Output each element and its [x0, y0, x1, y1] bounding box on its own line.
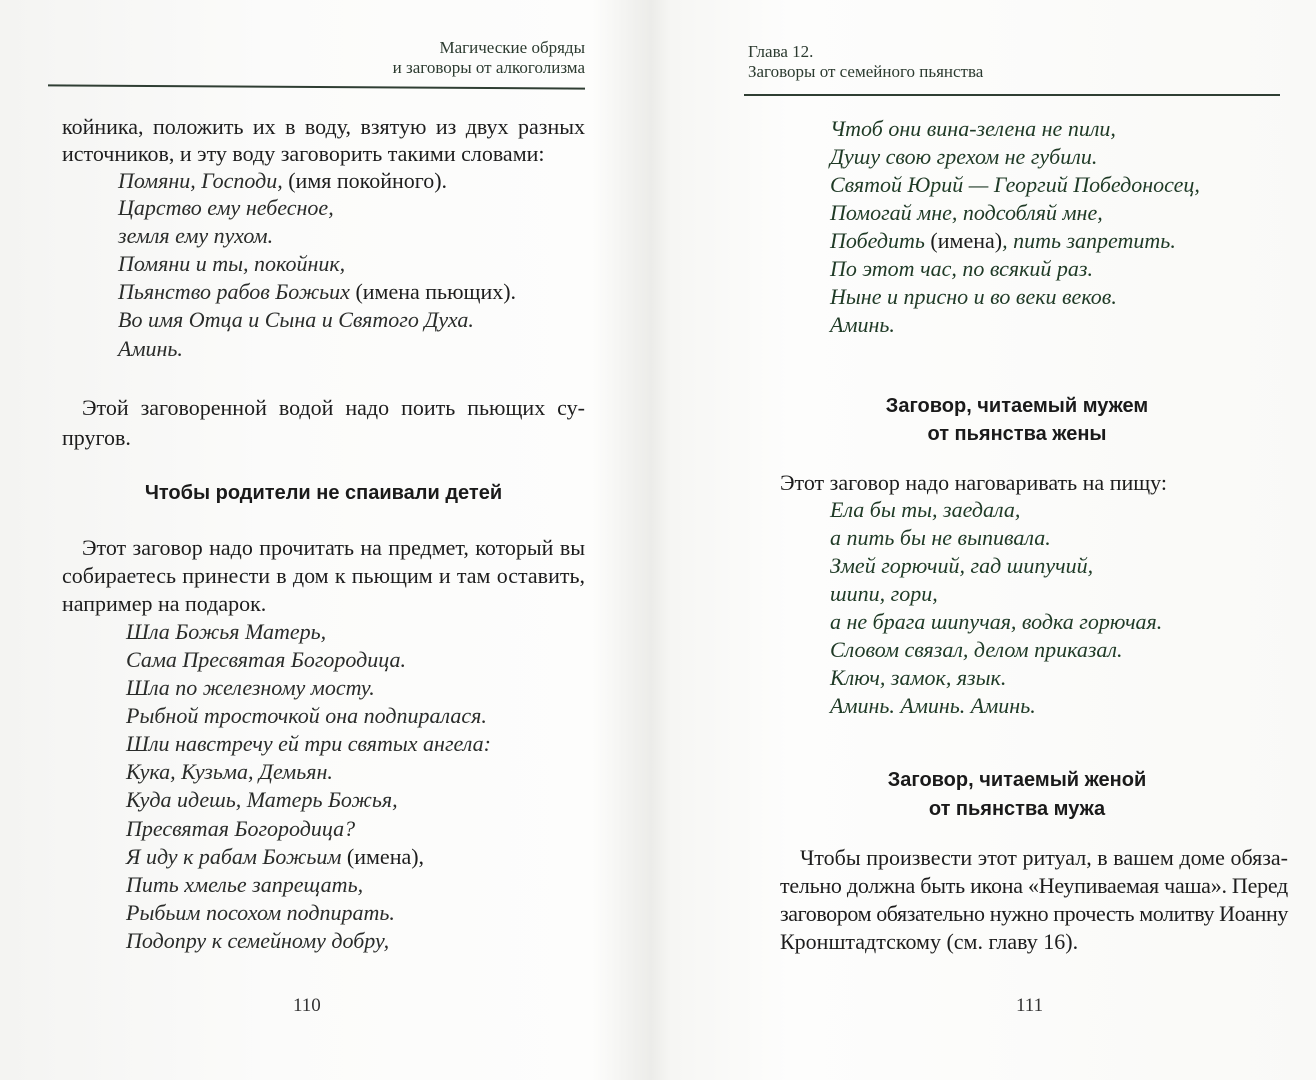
italic-text: Аминь. [830, 312, 895, 337]
paragraph-line [62, 114, 585, 140]
verse-line [830, 553, 1093, 579]
verse-line [830, 665, 1006, 691]
verse-line [126, 619, 326, 645]
text: Чтобы произвести этот ритуал, в вашем доме обяза- [800, 845, 1288, 870]
text: от пьянства жены [927, 423, 1107, 445]
italic-text: Во имя Отца и Сына и Святого Духа. [118, 307, 474, 332]
verse-line [830, 581, 938, 607]
header-rule [744, 94, 1280, 96]
italic-text: Царство ему небесное, [118, 195, 334, 220]
verse-line [126, 647, 406, 673]
italic-text: Помяни, Господи, [118, 168, 283, 193]
italic-text: Рыбьим посохом подпирать. [126, 900, 395, 925]
text: Заговор, читаемый мужем [885, 395, 1149, 417]
text: Заговор, читаемый женой [887, 769, 1147, 791]
text: (имена пьющих). [349, 279, 517, 304]
page-number: 111 [1016, 995, 1044, 1016]
verse-line [126, 787, 398, 813]
italic-text: Я иду к рабам Божьим [126, 844, 342, 869]
verse-line [830, 200, 1103, 226]
italic-text: Шла Божья Матерь, [126, 619, 327, 644]
text: пругов. [62, 425, 131, 450]
italic-text: Кука, Кузьма, Демьян. [126, 759, 333, 784]
italic-text: Святой Юрий — Георгий Победоносец, [830, 172, 1200, 197]
verse-line [126, 900, 395, 926]
running-head-line: Заговоры от семейного пьянства [748, 62, 984, 81]
paragraph-line [62, 141, 545, 167]
italic-text: а пить бы не выпивала. [830, 525, 1051, 550]
italic-text: Ключ, замок, язык. [830, 665, 1007, 690]
italic-text: Змей горючий, гад шипучий, [830, 553, 1094, 578]
text: например на подарок. [62, 591, 267, 616]
italic-text: Рыбной тросточкой она подпиралася. [126, 703, 487, 728]
text: собираетесь принести в дом к пьющим и там оставить, [62, 563, 585, 588]
italic-text: Словом связал, делом приказал. [830, 637, 1123, 662]
text: от пьянства мужа [928, 798, 1106, 820]
italic-text: Пресвятая Богородица? [126, 816, 356, 841]
section-heading [762, 796, 1272, 822]
verse-line [830, 609, 1162, 635]
italic-text: а не брага шипучая, водка горючая. [830, 609, 1163, 634]
verse-line [118, 251, 345, 277]
paragraph-line [82, 395, 585, 421]
text: Этой заговоренной водой надо поить пьющих су- [82, 395, 585, 420]
verse-line [126, 731, 491, 757]
text: (имя покойного). [282, 168, 448, 193]
paragraph-line [780, 470, 1167, 496]
italic-text: Пьянство рабов Божьих [118, 279, 350, 304]
italic-text: Помогай мне, подсобляй мне, [830, 200, 1103, 225]
verse-line [126, 844, 424, 870]
italic-text: , пить запретить. [1002, 228, 1176, 253]
verse-line [830, 116, 1116, 142]
paragraph-line [62, 425, 131, 451]
verse-line [830, 693, 1036, 719]
verse-line [126, 703, 487, 729]
verse-line [118, 168, 447, 194]
running-head-line: Магические обряды [439, 38, 585, 57]
text: тельно должна быть икона «Неупиваемая чаша». Перед [780, 873, 1288, 898]
italic-text: Аминь. Аминь. Аминь. [830, 693, 1036, 718]
text: Кронштадтскому (см. главу 16). [780, 929, 1079, 954]
verse-line [830, 284, 1117, 310]
text: Этот заговор надо прочитать на предмет, который вы [82, 535, 585, 560]
italic-text: По этот час, по всякий раз. [830, 256, 1093, 281]
verse-line [126, 816, 355, 842]
italic-text: Душу свою грехом не губили. [830, 144, 1098, 169]
paragraph-line [800, 845, 1288, 871]
italic-text: Куда идешь, Матерь Божья, [126, 787, 398, 812]
text: заговором обязательно нужно прочесть молитву Иоанну [780, 901, 1288, 926]
running-head [393, 38, 585, 78]
verse-line [126, 928, 389, 954]
italic-text: Пить хмелье запрещать, [126, 872, 364, 897]
italic-text: шипи, гори, [830, 581, 938, 606]
text: (имена), [341, 844, 425, 869]
paragraph-line [62, 591, 266, 617]
italic-text: Шли навстречу ей три святых ангела: [126, 731, 491, 756]
verse-line [118, 336, 183, 362]
section-heading [762, 421, 1272, 447]
verse-line [830, 312, 895, 338]
text: койника, положить их в воду, взятую из двух разных [62, 114, 585, 139]
header-rule [48, 84, 585, 89]
verse-line [126, 759, 333, 785]
verse-line [830, 144, 1097, 170]
italic-text: Победить [830, 228, 925, 253]
verse-line [830, 497, 1020, 523]
text: Чтобы родители не спаивали детей [144, 482, 503, 504]
paragraph-line [62, 563, 585, 589]
italic-text: Шла по железному мосту. [126, 675, 375, 700]
running-head-line: Глава 12. [748, 42, 814, 61]
italic-text: Аминь. [118, 336, 183, 361]
italic-text: Ела бы ты, заедала, [830, 497, 1021, 522]
verse-line [118, 195, 334, 221]
verse-line [126, 872, 363, 898]
running-head [748, 42, 983, 82]
section-heading [762, 767, 1272, 793]
verse-line [118, 223, 273, 249]
verse-line [830, 525, 1051, 551]
paragraph-line [780, 901, 1288, 927]
italic-text: Подопру к семейному добру, [126, 928, 390, 953]
paragraph-line [780, 929, 1078, 955]
verse-line [118, 307, 474, 333]
running-head-line: и заговоры от алкоголизма [392, 58, 585, 77]
verse-line [118, 279, 516, 305]
text: (имена) [924, 228, 1003, 253]
text: источников, и эту воду заговорить такими словами: [62, 141, 545, 166]
text: Этот заговор надо наговаривать на пищу: [780, 470, 1168, 495]
paragraph-line [780, 873, 1288, 899]
paragraph-line [82, 535, 585, 561]
verse-line [830, 256, 1093, 282]
verse-line [830, 228, 1176, 254]
italic-text: Чтоб они вина-зелена не пили, [830, 116, 1116, 141]
italic-text: земля ему пухом. [118, 223, 274, 248]
verse-line [126, 675, 375, 701]
section-heading [62, 480, 585, 506]
verse-line [830, 172, 1200, 198]
section-heading [762, 393, 1272, 419]
italic-text: Сама Пресвятая Богородица. [126, 647, 407, 672]
italic-text: Ныне и присно и во веки веков. [830, 284, 1117, 309]
verse-line [830, 637, 1123, 663]
page-number: 110 [293, 995, 321, 1016]
italic-text: Помяни и ты, покойник, [118, 251, 346, 276]
